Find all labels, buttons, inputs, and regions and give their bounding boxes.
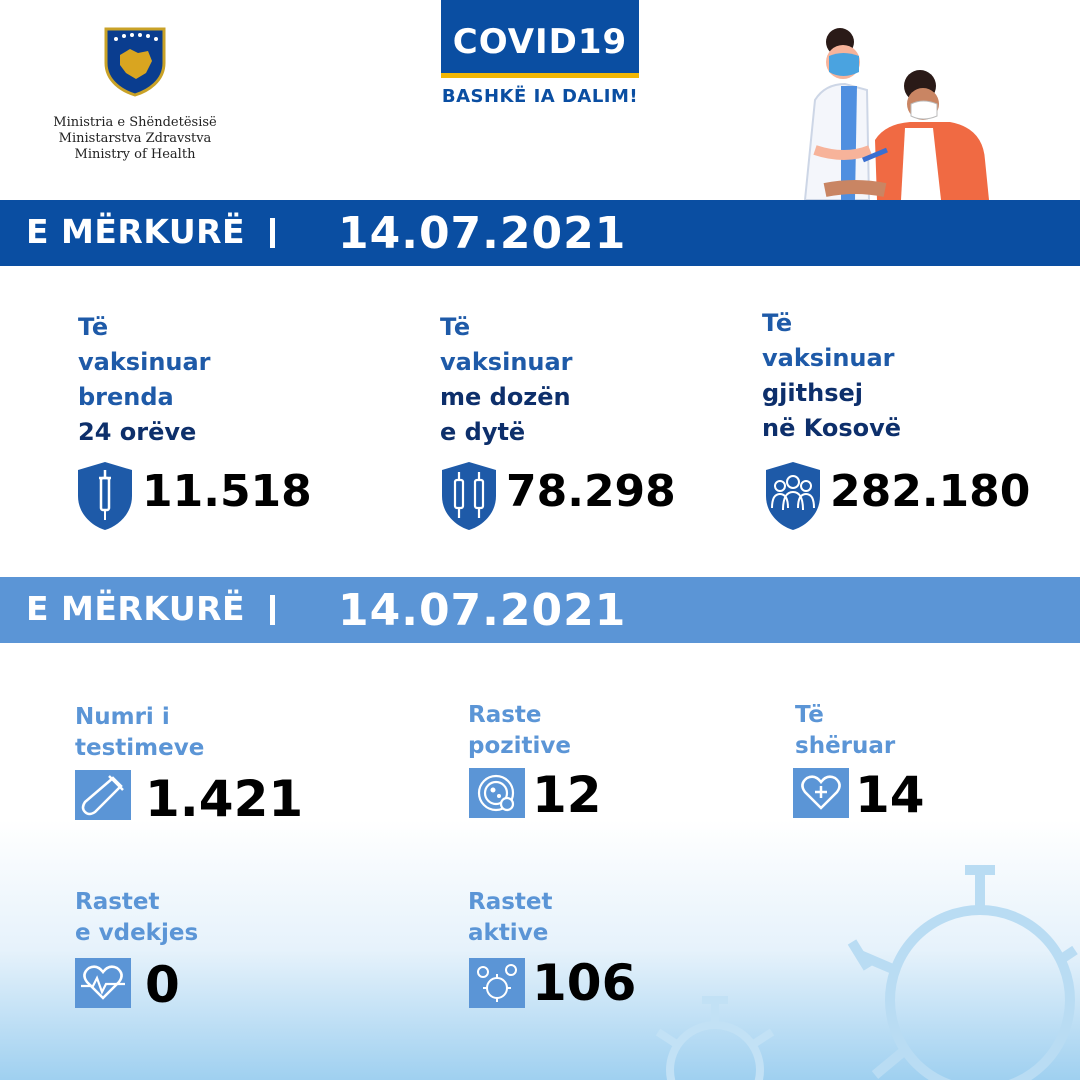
second-dose-value: 78.298 [506, 466, 676, 517]
test-tube-icon [75, 770, 131, 820]
active-cases-label: Rastet aktive [468, 889, 553, 946]
vaccination-illustration [745, 10, 995, 200]
ministry-logo [40, 25, 230, 163]
banner-date: 14.07.2021 [338, 208, 627, 259]
campaign-slogan: BASHKË IA DALIM! [441, 86, 639, 107]
campaign-title: COVID19 [441, 0, 639, 78]
virus-decoration-icon [820, 850, 1080, 1080]
tests-value: 1.421 [145, 770, 304, 828]
deaths-label: Rastet e vdekjes [75, 889, 199, 946]
total-vaccinated-label: Të vaksinuar gjithsej në Kosovë [762, 309, 902, 442]
vaccinated-24h-value: 11.518 [142, 466, 312, 517]
banner-date: 14.07.2021 [338, 585, 627, 636]
people-shield-icon [764, 460, 822, 532]
recovered-value: 14 [855, 766, 925, 824]
active-cases-value: 106 [532, 954, 637, 1012]
vaccination-date-banner [0, 200, 1080, 266]
virus-cells-icon [469, 958, 525, 1008]
petri-dish-icon [469, 768, 525, 818]
recovered-label: Të shëruar [795, 702, 896, 759]
tests-label: Numri i testimeve [75, 704, 205, 761]
deaths-value: 0 [145, 956, 180, 1014]
small-virus-decoration-icon [640, 990, 790, 1080]
positive-cases-value: 12 [532, 766, 602, 824]
syringe-shield-icon [76, 460, 134, 532]
ministry-name-english: Ministry of Health [74, 147, 196, 162]
cases-date-banner [0, 577, 1080, 643]
heartbeat-icon [75, 958, 131, 1008]
heart-hands-icon [793, 768, 849, 818]
kosovo-emblem-icon [102, 25, 168, 97]
second-dose-label: Të vaksinuar me dozën e dytë [440, 313, 573, 446]
positive-cases-label: Raste pozitive [468, 702, 572, 759]
vaccinated-24h-label: Të vaksinuar brenda 24 orëve [78, 313, 211, 446]
banner-separator [270, 595, 275, 625]
banner-weekday: E MËRKURË [26, 212, 246, 251]
ministry-name-serbian: Ministarstva Zdravstva [58, 131, 212, 146]
two-syringes-shield-icon [440, 460, 498, 532]
banner-weekday: E MËRKURË [26, 589, 246, 628]
banner-separator [270, 218, 275, 248]
ministry-name-albanian: Ministria e Shëndetësisë [53, 115, 217, 130]
total-vaccinated-value: 282.180 [830, 466, 1031, 517]
